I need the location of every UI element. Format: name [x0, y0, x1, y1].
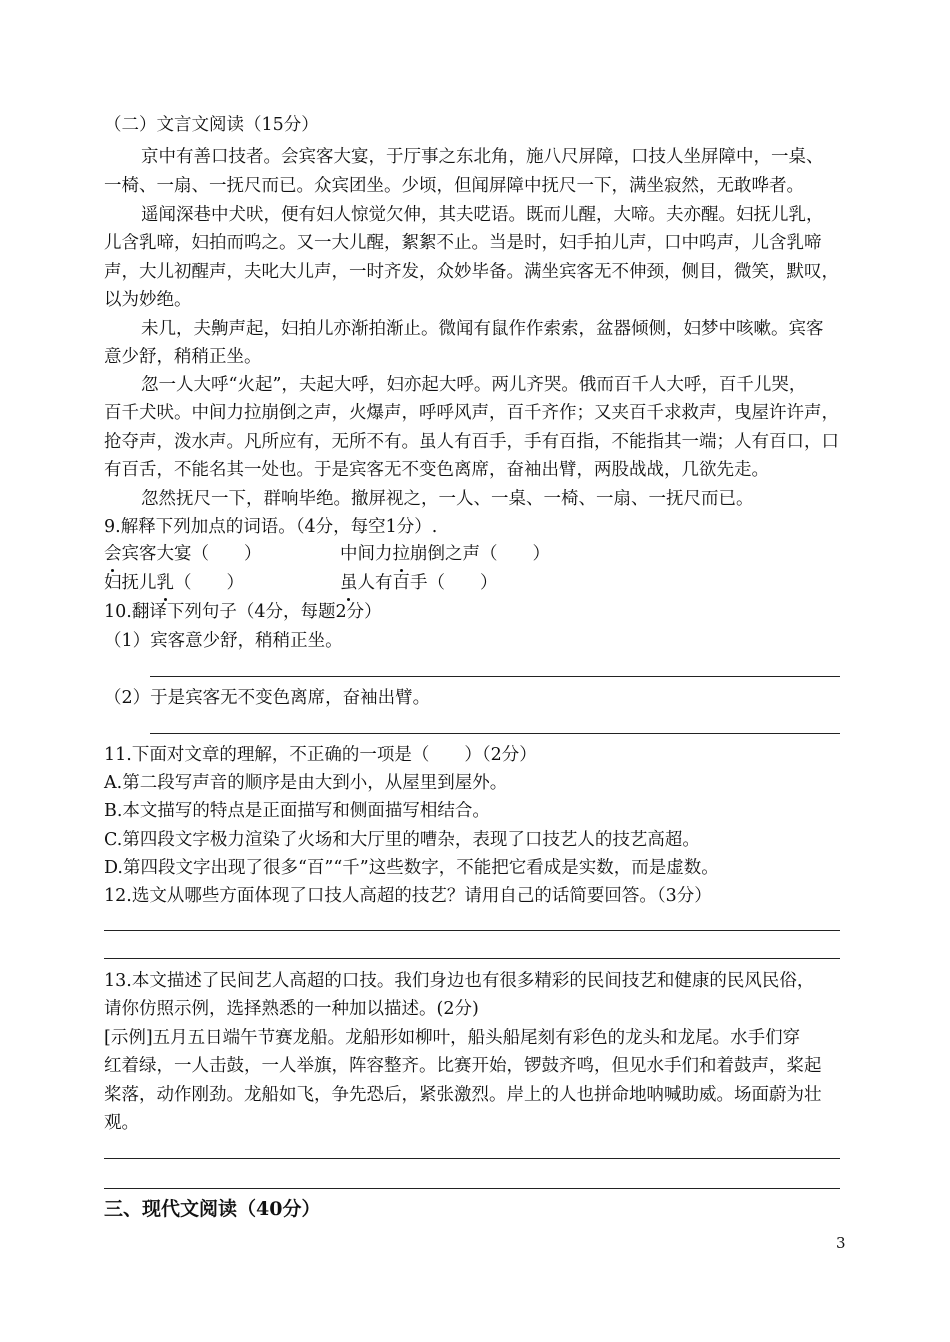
emphasis-dot-char: 虽: [340, 569, 358, 598]
q11-option-d: D.第四段文字出现了很多“百”“千”这些数字，不能把它看成是实数，而是虚数。: [104, 858, 719, 878]
q13-example-line2: 红着绿，一人击鼓，一人举旗，阵容整齐。比赛开始，锣鼓齐鸣，但见水手们和着鼓声，桨起: [104, 1056, 822, 1076]
q10-sentence1: （1）宾客意少舒，稍稍正坐。: [104, 631, 343, 651]
q9-title: 9.解释下列加点的词语。（4分，每空1分）.: [104, 517, 438, 537]
emphasis-dot-char: 会: [104, 540, 122, 569]
passage-p4-line4: 有百舌，不能名其一处也。于是宾客无不变色离席，奋袖出臂，两股战战，几欲先走。: [104, 460, 769, 480]
passage-p4-line2: 百千犬吠。中间力拉崩倒之声，火爆声，呼呼风声，百千齐作；又夹百千求救声，曳屋许许声，: [104, 403, 839, 423]
q13-example-line4: 观。: [104, 1113, 139, 1133]
answer-line[interactable]: [150, 676, 840, 677]
passage-p3-line1: 未几，夫齁声起，妇拍儿亦渐拍渐止。微闻有鼠作作索索，盆器倾侧，妇梦中咳嗽。宾客: [141, 319, 824, 339]
answer-line[interactable]: [150, 733, 840, 734]
passage-p2-line4: 以为妙绝。: [104, 290, 192, 310]
q11-option-b: B.本文描写的特点是正面描写和侧面描写相结合。: [104, 801, 490, 821]
q9-item4: 虽人有百手（ ）: [340, 569, 498, 598]
passage-p1-line1: 京中有善口技者。会宾客大宴，于厅事之东北角，施八尺屏障，口技人坐屏障中，一桌、: [141, 147, 824, 167]
q13-line1: 13.本文描述了民间艺人高超的口技。我们身边也有很多精彩的民间技艺和健康的民风民俗，: [104, 971, 815, 991]
passage-p2-line2: 儿含乳啼，妇拍而呜之。又一大儿醒，絮絮不止。当是时，妇手拍儿声，口中呜声，儿含乳啼: [104, 233, 822, 253]
q9-item1: 会宾客大宴（ ）: [104, 540, 340, 569]
q13-example-line1: [示例]五月五日端午节赛龙船。龙船形如柳叶，船头船尾刻有彩色的龙头和龙尾。水手们穿: [104, 1028, 801, 1048]
section2-title: （二）文言文阅读（15分）: [104, 115, 319, 135]
q11-option-a: A.第二段写声音的顺序是由大到小，从屋里到屋外。: [104, 773, 508, 793]
q11-option-c: C.第四段文字极力渲染了火场和大厅里的嘈杂，表现了口技艺人的技艺高超。: [104, 830, 700, 850]
answer-line[interactable]: [104, 1158, 840, 1159]
answer-line[interactable]: [104, 1188, 840, 1189]
section3-title: 三、现代文阅读（40分）: [104, 1198, 321, 1220]
passage-p5-line1: 忽然抚尺一下，群响毕绝。撤屏视之，一人、一桌、一椅、一扇、一抚尺而已。: [141, 489, 754, 509]
q10-sentence2: （2）于是宾客无不变色离席，奋袖出臂。: [104, 688, 431, 708]
emphasis-dot-char: 拉: [393, 540, 411, 569]
q9-item2: 中间力拉崩倒之声（ ）: [340, 540, 550, 569]
answer-line[interactable]: [104, 958, 840, 959]
q9-item3: 妇抚儿乳（ ）: [104, 569, 340, 598]
answer-line[interactable]: [104, 930, 840, 931]
passage-p4-line1: 忽一人大呼“火起”，夫起大呼，妇亦起大呼。两儿齐哭。俄而百千人大呼，百千儿哭，: [141, 375, 807, 395]
q9-row2: [104, 569, 844, 598]
passage-p2-line1: 遥闻深巷中犬吠，便有妇人惊觉欠伸，其夫呓语。既而儿醒，大啼。夫亦醒。妇抚儿乳，: [141, 205, 824, 225]
q13-line2: 请你仿照示例，选择熟悉的一种加以描述。(2分): [104, 999, 479, 1019]
passage-p1-line2: 一椅、一扇、一抚尺而已。众宾团坐。少顷，但闻屏障中抚尺一下，满坐寂然，无敢哗者。: [104, 176, 804, 196]
emphasis-dot-char: 乳: [157, 569, 175, 598]
q13-example-line3: 桨落，动作刚劲。龙船如飞，争先恐后，紧张激烈。岸上的人也拼命地呐喊助威。场面蔚为壮: [104, 1085, 822, 1105]
passage-p3-line2: 意少舒，稍稍正坐。: [104, 347, 262, 367]
page-number: 3: [836, 1234, 846, 1252]
q9-row1: [104, 540, 844, 569]
passage-p4-line3: 抢夺声，泼水声。凡所应有，无所不有。虽人有百手，手有百指，不能指其一端；人有百口，口: [104, 432, 839, 452]
q10-title: 10.翻译下列句子（4分，每题2分）: [104, 602, 382, 622]
q11-title: 11.下面对文章的理解，不正确的一项是（ ）（2分）: [104, 745, 537, 765]
passage-p2-line3: 声，大儿初醒声，夫叱大儿声，一时齐发，众妙毕备。满坐宾客无不伸颈，侧目，微笑，默叹，: [104, 262, 839, 282]
q12-title: 12.选文从哪些方面体现了口技人高超的技艺？请用自己的话简要回答。（3分）: [104, 886, 712, 906]
